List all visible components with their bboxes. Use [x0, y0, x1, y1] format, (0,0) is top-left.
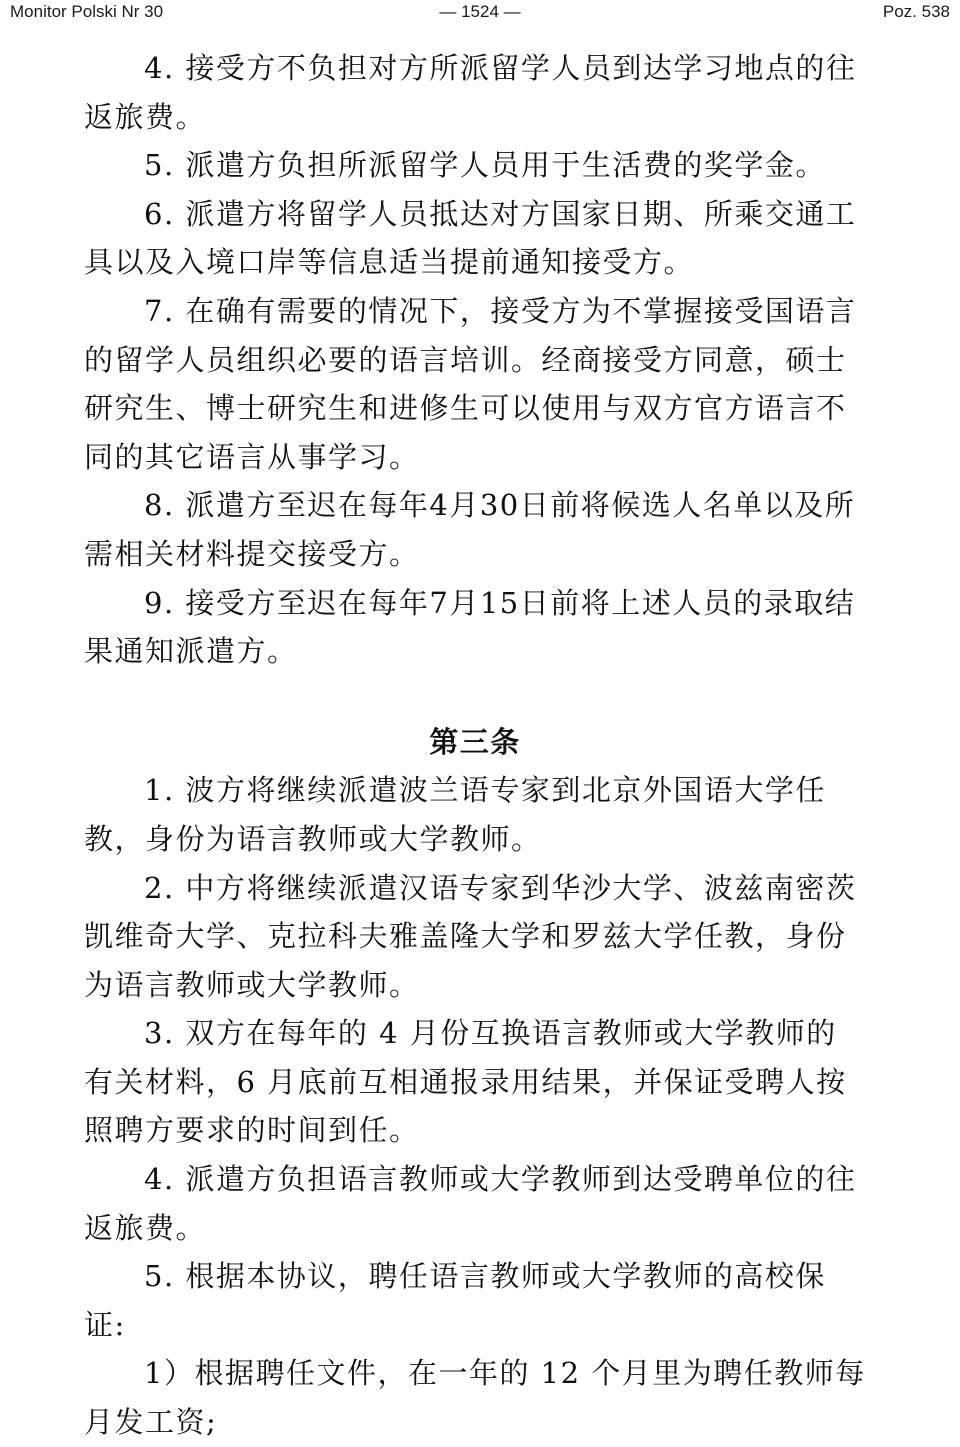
paragraph: 7. 在确有需要的情况下，接受方为不掌握接受国语言的留学人员组织必要的语言培训。经商接受方同意，硕士研究生、博士研究生和进修生可以使用与双方官方语言不同的其它语言从事学习。 — [84, 293, 857, 474]
page-number: — 1524 — — [439, 2, 521, 21]
paragraph: 5. 根据本协议，聘任语言教师或大学教师的高校保证: — [84, 1259, 826, 1342]
paragraph: 4. 派遣方负担语言教师或大学教师到达受聘单位的往返旅费。 — [84, 1162, 857, 1245]
article-heading: 第三条 — [429, 724, 521, 759]
document-body — [84, 44, 866, 1447]
paragraph: 1. 波方将继续派遣波兰语专家到北京外国语大学任教，身份为语言教师或大学教师。 — [84, 773, 826, 856]
paragraph: 2. 中方将继续派遣汉语专家到华沙大学、波兹南密茨凯维奇大学、克拉科夫雅盖隆大学和罗兹大学任教，身份为语言教师或大学教师。 — [84, 870, 857, 1002]
page-header — [0, 0, 960, 30]
paragraph: 6. 派遣方将留学人员抵达对方国家日期、所乘交通工具以及入境口岸等信息适当提前通知接受方。 — [84, 196, 857, 280]
paragraph: 9. 接受方至迟在每年7月15日前将上述人员的录取结果通知派遣方。 — [84, 585, 856, 669]
paragraph: 8. 派遣方至迟在每年4月30日前将候选人名单以及所需相关材料提交接受方。 — [84, 488, 856, 571]
paragraph: 4. 接受方不负担对方所派留学人员到达学习地点的往返旅费。 — [84, 51, 857, 134]
paragraph: 3. 双方在每年的 4 月份互换语言教师或大学教师的有关材料，6 月底前互相通报录用结果，并保证受聘人按照聘方要求的时间到任。 — [84, 1016, 847, 1148]
paragraph: 5. 派遣方负担所派留学人员用于生活费的奖学金。 — [144, 148, 826, 183]
journal-title: Monitor Polski Nr 30 — [10, 2, 164, 21]
position-number: Poz. 538 — [882, 2, 950, 21]
paragraph: 1）根据聘任文件，在一年的 12 个月里为聘任教师每月发工资; — [84, 1356, 866, 1440]
